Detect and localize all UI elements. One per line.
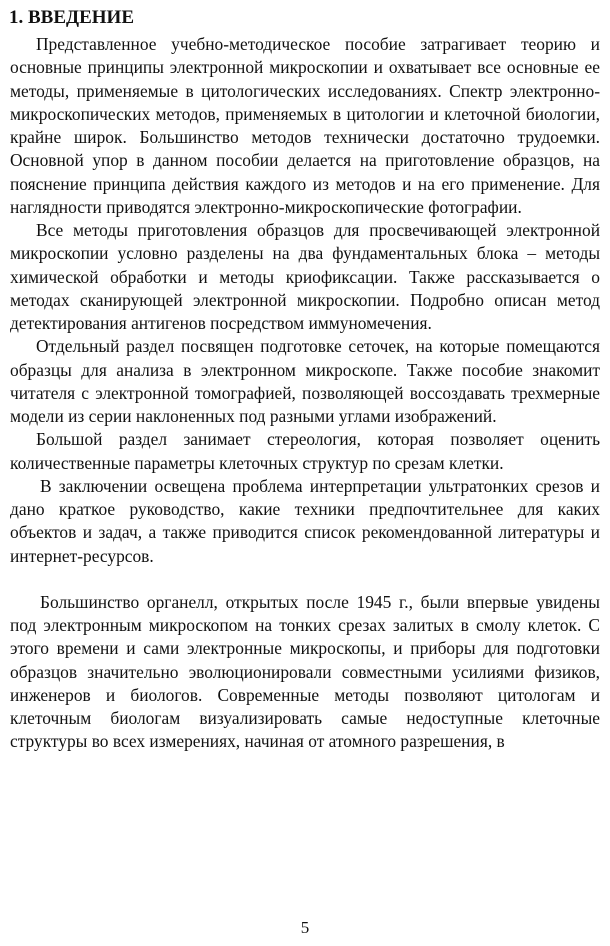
paragraph-intro: Представленное учебно-методическое пособие затрагивает теорию и основные принципы электронной микроскопии и охватывает все основные ее методы, применяемые в цитологических исследованиях. Спектр электронно-микроскопических методов, применяемых в цитологии и клеточной биологии, крайне широк. Большинство методов технически достаточно трудоемки. Основной упор в данном пособии делается на приготовление образцов, на пояснение принципа действия каждого из методов и на его применение. Для наглядности приводятся электронно-микроскопические фотографии. [10, 34, 600, 217]
body-text [10, 33, 600, 754]
paragraph-grids: Отдельный раздел посвящен подготовке сеточек, на которые помещаются образцы для анализа в электронном микроскопе. Также пособие знакомит читателя с электронной томографией, позволяющей воссоздавать трехмерные модели из серии наклоненных под разными углами изображений. [10, 336, 600, 426]
paragraph-conclusion: В заключении освещена проблема интерпретации ультратонких срезов и дано краткое руководство, какие техники предпочтительнее для каких объектов и задач, а также приводится список рекомендованной литературы и интернет-ресурсов. [10, 475, 600, 566]
section-heading: 1. ВВЕДЕНИЕ [9, 7, 134, 28]
page-number: 5 [300, 918, 310, 937]
paragraph-methods: Все методы приготовления образцов для просвечивающей электронной микроскопии условно разделены на два фундаментальных блока – методы химической обработки и методы криофиксации. Также рассказывается о методах сканирующей электронной микроскопии. Подробно описан метод детектирования антигенов посредством иммуномечения. [10, 220, 600, 333]
paragraph-stereology: Большой раздел занимает стереология, которая позволяет оценить количественные параметры клеточных структур по срезам клетки. [10, 429, 600, 473]
paragraph-history: Большинство органелл, открытых после 1945 г., были впервые увидены под электронным микроскопом на тонких срезах залитых в смолу клеток. С этого времени и сами электронные микроскопы, и приборы для подготовки образцов значительно эволюционировали совместными усилиями физиков, инженеров и биологов. Современные методы позволяют цитологам и клеточным биологам визуализировать самые недоступные клеточные структуры во всех измерениях, начиная от атомного разрешения, в [10, 591, 600, 752]
